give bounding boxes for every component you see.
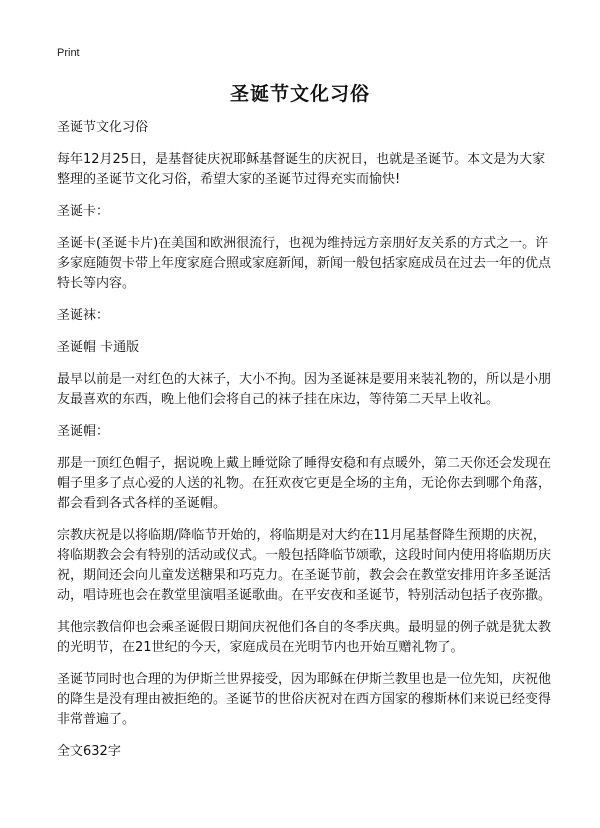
section-heading-christmas-card: 圣诞卡： [57, 204, 110, 219]
christmas-hat-paragraph: 那是一顶红色帽子，据说晚上戴上睡觉除了睡得安稳和有点暖外，第二天你还会发现在帽子里多了点心爱的人送的礼物。在狂欢夜它更是全场的主角，无论你去到哪个角落，都会看到各式各样的圣诞帽。 [57, 456, 552, 511]
page-title: 圣诞节文化习俗 [229, 83, 370, 105]
intro-paragraph: 每年12月25日，是基督徒庆祝耶稣基督诞生的庆祝日，也就是圣诞节。本文是为大家整理的圣诞节文化习俗，希望大家的圣诞节过得充实而愉快! [57, 152, 546, 187]
christmas-hat-cartoon-line: 圣诞帽 卡通版 [57, 340, 140, 355]
advent-paragraph: 宗教庆祝是以将临期/降临节开始的，将临期是对大约在11月尾基督降生预期的庆祝，将临期教会会有特别的活动或仪式。一般包括降临节颂歌，这段时间内使用将临期历庆祝，期间还会向儿童发送糖果和巧克力。在圣诞节前，教会会在教堂安排用许多圣诞活动，唱诗班也会在教堂里演唱圣诞歌曲。在平安夜和圣诞节，特别活动包括子夜弥撒。 [57, 528, 552, 603]
subtitle-paragraph: 圣诞节文化习俗 [57, 120, 149, 135]
article-body [57, 118, 557, 774]
print-label: Print [57, 47, 80, 59]
christmas-card-paragraph: 圣诞卡(圣诞卡片)在美国和欧洲很流行，也视为维持远方亲朋好友关系的方式之一。许多家庭随贺卡带上年度家庭合照或家庭新闻，新闻一般包括家庭成员在过去一年的优点特长等内容。 [57, 236, 552, 291]
word-count: 全文632字 [57, 744, 121, 759]
islam-paragraph: 圣诞节同时也合理的为伊斯兰世界接受，因为耶稣在伊斯兰教里也是一位先知，庆祝他的降生是没有理由被拒绝的。圣诞节的世俗庆祝对在西方国家的穆斯林们来说已经变得非常普遍了。 [57, 672, 552, 727]
other-religions-paragraph: 其他宗教信仰也会乘圣诞假日期间庆祝他们各自的冬季庆典。最明显的例子就是犹太教的光明节，在21世纪的今天，家庭成员在光明节内也开始互赠礼物了。 [57, 620, 552, 655]
christmas-stocking-paragraph: 最早以前是一对红色的大袜子，大小不拘。因为圣诞袜是要用来装礼物的，所以是小朋友最喜欢的东西，晚上他们会将自己的袜子挂在床边，等待第二天早上收礼。 [57, 372, 552, 407]
section-heading-christmas-hat: 圣诞帽： [57, 424, 110, 439]
section-heading-christmas-stocking: 圣诞袜： [57, 308, 110, 323]
